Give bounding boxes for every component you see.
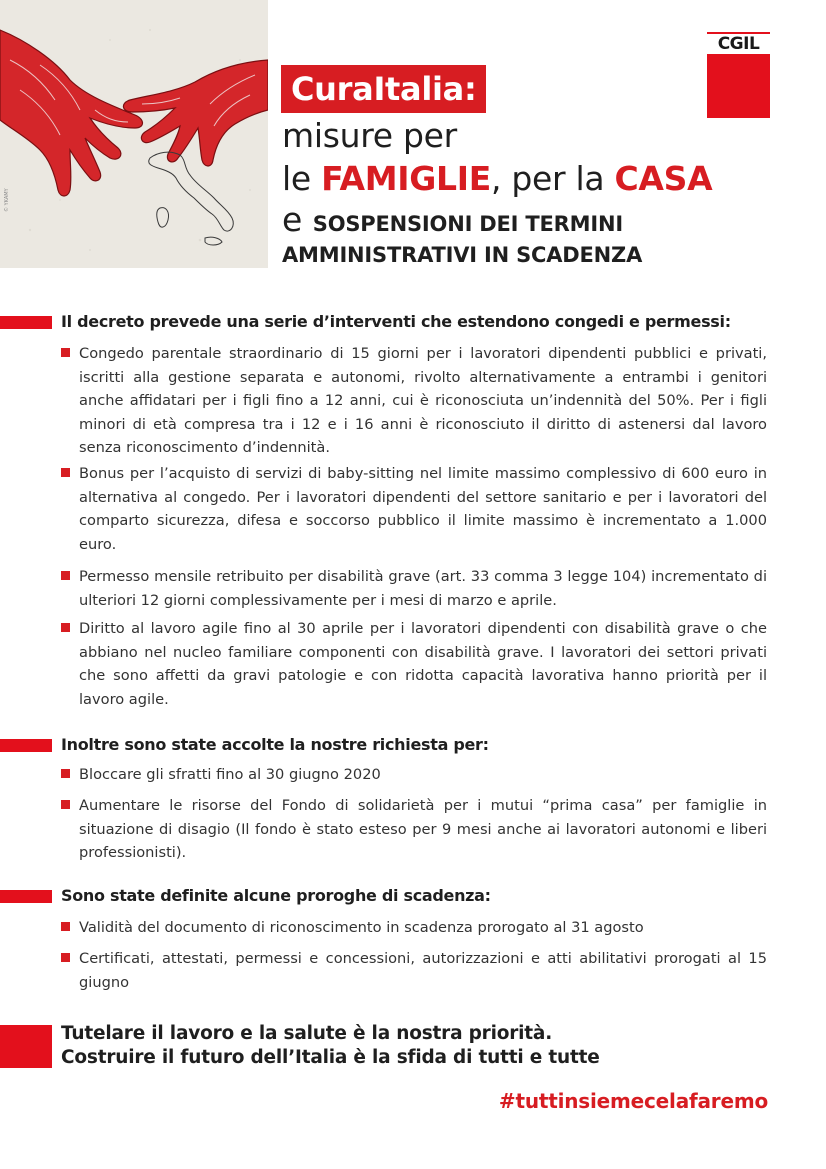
section-heading: Sono state definite alcune proroghe di scadenza: bbox=[61, 886, 491, 905]
title-line-4: AMMINISTRATIVI IN SCADENZA bbox=[282, 243, 643, 267]
list-item bbox=[61, 916, 767, 940]
section-marker bbox=[0, 890, 52, 903]
list-item-text: Certificati, attestati, permessi e concessioni, autorizzazioni e atti abilitativi prorogati al 15 giugno bbox=[79, 950, 767, 991]
closing-line-2: Costruire il futuro dell’Italia è la sfida di tutti e tutte bbox=[61, 1047, 600, 1068]
title-line-2 bbox=[282, 159, 712, 199]
title-badge: CuraItalia: bbox=[281, 65, 486, 113]
list-item bbox=[61, 565, 767, 612]
list-item bbox=[61, 947, 767, 994]
section-marker bbox=[0, 316, 52, 329]
section-heading: Inoltre sono state accolte la nostre richiesta per: bbox=[61, 735, 489, 754]
title-line-3 bbox=[282, 202, 623, 242]
bullet-square-icon bbox=[61, 800, 70, 809]
list-item bbox=[61, 763, 767, 787]
section-heading: Il decreto prevede una serie d’interventi che estendono congedi e permessi: bbox=[61, 312, 731, 331]
image-credit: © YKAMY bbox=[4, 188, 10, 212]
list-item-text: Aumentare le risorse del Fondo di solidarietà per i mutui “prima casa” per famiglie in situazione di disagio (Il fondo è stato esteso per 9 mesi anche ai lavoratori autonomi e liberi professionisti). bbox=[79, 797, 767, 861]
hands-italy-illustration bbox=[0, 0, 268, 268]
list-item-text: Congedo parentale straordinario di 15 giorni per i lavoratori dipendenti pubblici e privati, iscritti alla gestione separata e autonomi, rivolto alternativamente a entrambi i genitori anche affidatari per i figli fino a 12 anni, cui è riconosciuta un’indennità del 50%. Per i figli minori di età compresa tra i 12 e i 16 anni è riconosciuto il diritto di astenersi dal lavoro senza riconoscimento d’indennità. bbox=[79, 345, 767, 456]
bullet-square-icon bbox=[61, 348, 70, 357]
title-casa: CASA bbox=[614, 159, 713, 198]
title-line-1: misure per bbox=[282, 116, 457, 155]
list-item-text: Bloccare gli sfratti fino al 30 giugno 2020 bbox=[79, 766, 381, 783]
list-item-text: Permesso mensile retribuito per disabilità grave (art. 33 comma 3 legge 104) incrementato di ulteriori 12 giorni complessivamente per i mesi di marzo e aprile. bbox=[79, 568, 767, 609]
bullet-square-icon bbox=[61, 468, 70, 477]
title-famiglie: FAMIGLIE bbox=[321, 159, 492, 198]
list-item-text: Validità del documento di riconoscimento in scadenza prorogato al 31 agosto bbox=[79, 919, 644, 936]
list-item bbox=[61, 462, 767, 556]
list-item bbox=[61, 617, 767, 711]
section-marker bbox=[0, 739, 52, 752]
bullet-square-icon bbox=[61, 571, 70, 580]
list-item bbox=[61, 794, 767, 865]
closing-line-1: Tutelare il lavoro e la salute è la nostra priorità. bbox=[61, 1023, 553, 1044]
bullet-square-icon bbox=[61, 769, 70, 778]
list-item bbox=[61, 342, 767, 460]
list-item-text: Bonus per l’acquisto di servizi di baby-sitting nel limite massimo complessivo di 600 euro in alternativa al congedo. Per i lavoratori dipendenti del settore sanitario e per i lavoratori del comparto sicurezza, difesa e soccorso pubblico il limite massimo è incrementato a 1.000 euro. bbox=[79, 465, 767, 553]
cgil-logo-text: CGIL bbox=[707, 34, 770, 54]
hashtag: #tuttinsiemecelafaremo bbox=[498, 1089, 768, 1113]
title-line-2-part: , per la bbox=[491, 159, 615, 198]
bullet-square-icon bbox=[61, 922, 70, 931]
closing-marker bbox=[0, 1025, 52, 1068]
list-item-text: Diritto al lavoro agile fino al 30 aprile per i lavoratori dipendenti con disabilità grave o che abbiano nel nucleo familiare componenti con disabilità grave. I lavoratori dei settori privati che sono affetti da gravi patologie e con ridotta capacità lavorativa hanno priorità per il lavoro agile. bbox=[79, 620, 767, 708]
bullet-square-icon bbox=[61, 953, 70, 962]
title-line-3-part: e bbox=[282, 200, 313, 239]
bullet-square-icon bbox=[61, 623, 70, 632]
title-line-2-part: le bbox=[282, 159, 322, 198]
title-sospensioni: SOSPENSIONI DEI TERMINI bbox=[312, 212, 623, 236]
hero-illustration bbox=[0, 0, 268, 268]
